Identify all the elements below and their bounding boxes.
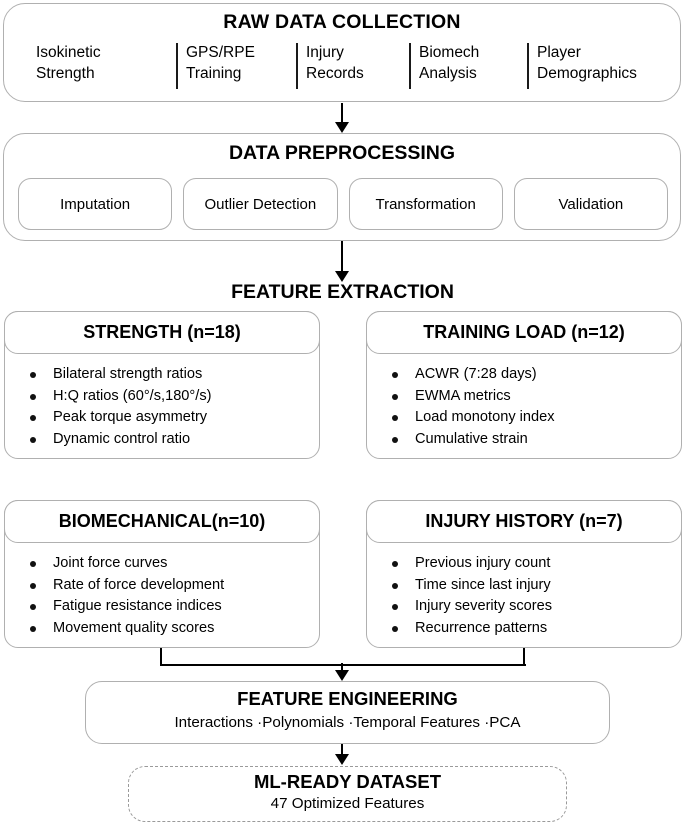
raw-source-injury-records xyxy=(296,42,409,85)
list-item: Load monotony index xyxy=(381,407,673,429)
list-item: Movement quality scores xyxy=(19,618,311,640)
list-item: ACWR (7:28 days) xyxy=(381,364,673,386)
feature-engineering-box xyxy=(85,681,610,744)
raw-source-biomech-analysis xyxy=(409,42,527,85)
category-feature-list-injury-history xyxy=(381,553,673,639)
category-box-injury-history xyxy=(366,500,682,648)
preprocessing-step-label: Outlier Detection xyxy=(204,195,317,213)
list-item: Joint force curves xyxy=(19,553,311,575)
category-box-training-load xyxy=(366,311,682,459)
category-header-label: BIOMECHANICAL(n=10) xyxy=(58,511,266,531)
arrowhead-raw-to-preprocessing-icon xyxy=(335,122,349,133)
list-item: Cumulative strain xyxy=(381,429,673,451)
arrowhead-engineering-to-ml-ready-icon xyxy=(335,754,349,765)
preprocessing-step-validation[interactable] xyxy=(514,178,668,230)
category-header-label: TRAINING LOAD (n=12) xyxy=(423,322,625,342)
raw-source-line-1: Player xyxy=(537,44,581,61)
category-header-label: INJURY HISTORY (n=7) xyxy=(425,511,623,531)
preprocessing-step-label: Validation xyxy=(558,195,624,213)
category-box-biomechanical xyxy=(4,500,320,648)
arrowhead-merge-to-engineering-icon xyxy=(335,670,349,681)
raw-source-gps-rpe-training xyxy=(176,42,296,85)
raw-source-line-1: GPS/RPE xyxy=(186,44,255,61)
raw-data-collection-box xyxy=(3,3,681,102)
preprocessing-step-label: Imputation xyxy=(60,195,131,213)
list-item: Rate of force development xyxy=(19,575,311,597)
category-header-strength xyxy=(4,311,320,354)
raw-source-line-2: Demographics xyxy=(537,65,637,83)
preprocessing-step-label: Transformation xyxy=(375,195,476,213)
ml-ready-dataset-subtitle: 47 Optimized Features xyxy=(270,795,425,812)
list-item: Recurrence patterns xyxy=(381,618,673,640)
raw-source-line-2: Training xyxy=(186,65,242,83)
list-item: Bilateral strength ratios xyxy=(19,364,311,386)
list-item: Time since last injury xyxy=(381,575,673,597)
raw-source-line-1: Isokinetic xyxy=(36,44,101,61)
category-feature-list-strength xyxy=(19,364,311,450)
feature-engineering-subtitle: Interactions ·Polynomials ·Temporal Features ·PCA xyxy=(174,714,521,731)
data-preprocessing-box xyxy=(3,133,681,241)
preprocessing-step-transformation[interactable] xyxy=(349,178,503,230)
feature-engineering-title: FEATURE ENGINEERING xyxy=(237,688,458,709)
category-box-strength xyxy=(4,311,320,459)
raw-data-source-list xyxy=(26,42,666,94)
list-item: Previous injury count xyxy=(381,553,673,575)
feature-extraction-label: FEATURE EXTRACTION xyxy=(231,281,454,303)
raw-source-line-1: Biomech xyxy=(419,44,480,61)
raw-source-line-1: Injury xyxy=(306,44,344,61)
preprocessing-step-imputation[interactable] xyxy=(18,178,172,230)
raw-source-line-2: Records xyxy=(306,65,364,83)
raw-source-isokinetic-strength xyxy=(26,42,176,85)
category-header-label: STRENGTH (n=18) xyxy=(83,322,241,342)
raw-source-line-2: Strength xyxy=(36,65,95,83)
category-feature-list-training-load xyxy=(381,364,673,450)
category-feature-list-biomechanical xyxy=(19,553,311,639)
list-item: Peak torque asymmetry xyxy=(19,407,311,429)
ml-ready-dataset-title: ML-READY DATASET xyxy=(253,771,442,792)
list-item: Dynamic control ratio xyxy=(19,429,311,451)
raw-data-collection-title: RAW DATA COLLECTION xyxy=(223,11,461,33)
raw-source-player-demographics xyxy=(527,42,666,85)
list-item: Fatigue resistance indices xyxy=(19,596,311,618)
preprocessing-steps-row xyxy=(18,178,668,230)
category-header-injury-history xyxy=(366,500,682,543)
raw-source-line-2: Analysis xyxy=(419,65,477,83)
data-preprocessing-title: DATA PREPROCESSING xyxy=(228,142,456,164)
list-item: Injury severity scores xyxy=(381,596,673,618)
ml-ready-dataset-box xyxy=(128,766,567,822)
preprocessing-step-outlier-detection[interactable] xyxy=(183,178,337,230)
list-item: EWMA metrics xyxy=(381,386,673,408)
list-item: H:Q ratios (60°/s,180°/s) xyxy=(19,386,311,408)
category-header-biomechanical xyxy=(4,500,320,543)
category-header-training-load xyxy=(366,311,682,354)
